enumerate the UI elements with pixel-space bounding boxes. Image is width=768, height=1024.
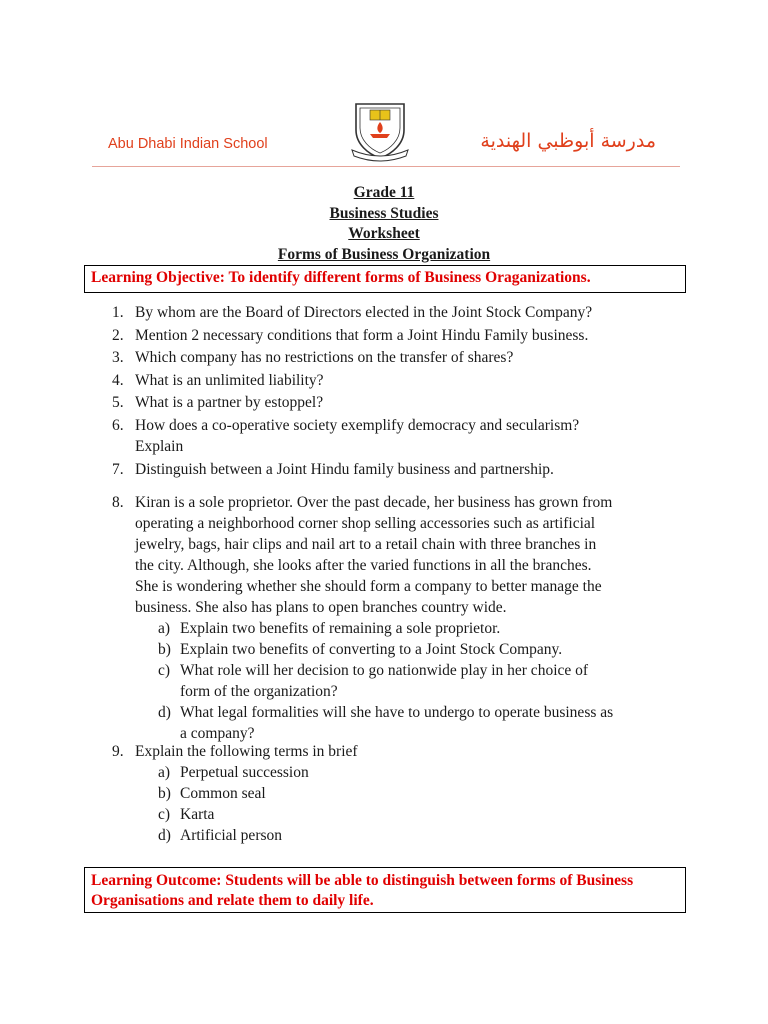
- sub-question-text: [180, 783, 680, 804]
- sub-question-text-line: Explain two benefits of converting to a Joint Stock Company.: [180, 641, 563, 658]
- topic-title: Forms of Business Organization: [277, 245, 491, 263]
- sub-question-letter: a): [158, 764, 171, 781]
- question-text-line: By whom are the Board of Directors elected in the Joint Stock Company?: [135, 304, 593, 321]
- sub-question-letter: d): [158, 704, 171, 721]
- question-text-line: She is wondering whether she should form a company to better manage the: [135, 578, 602, 595]
- sub-question-letter: b): [158, 641, 171, 658]
- question-text-line: operating a neighborhood corner shop selling accessories such as artificial: [135, 515, 596, 532]
- question-number: 9.: [112, 743, 124, 760]
- grade-title: Grade 11: [353, 184, 415, 201]
- question-text-line: How does a co-operative society exemplify democracy and secularism?: [135, 417, 580, 434]
- question-text: [135, 392, 680, 413]
- question-text-line: Distinguish between a Joint Hindu family business and partnership.: [135, 461, 554, 478]
- question-text: [135, 459, 680, 480]
- sub-question-text-line: Perpetual succession: [180, 764, 309, 781]
- sub-question-letter: d): [158, 827, 171, 844]
- subject-title: Business Studies: [329, 204, 439, 222]
- question-text-line: jewelry, bags, hair clips and nail art to a retail chain with three branches in: [135, 536, 597, 553]
- question-text-line: Which company has no restrictions on the transfer of shares?: [135, 349, 514, 366]
- sub-question-text: [180, 804, 680, 825]
- sub-question-letter: c): [158, 662, 171, 679]
- sub-question-text-line: Common seal: [180, 785, 266, 802]
- sub-question-text: [180, 762, 680, 783]
- question-text: [135, 347, 680, 368]
- worksheet-titles: [0, 183, 768, 265]
- question-number: 6.: [112, 417, 124, 434]
- question-text-line: Explain: [135, 438, 184, 455]
- sub-question-text-line: form of the organization?: [180, 683, 338, 700]
- question-text-line: What is a partner by estoppel?: [135, 394, 324, 411]
- sub-question-text-line: What role will her decision to go nationwide play in her choice of: [180, 662, 589, 679]
- sub-question-letter: a): [158, 620, 171, 637]
- question-text-line: Kiran is a sole proprietor. Over the past decade, her business has grown from: [135, 494, 613, 511]
- question-text-line: business. She also has plans to open branches country wide.: [135, 599, 507, 616]
- question-text: [135, 415, 680, 457]
- sub-question-letter: c): [158, 806, 171, 823]
- sub-question-text-line: Explain two benefits of remaining a sole proprietor.: [180, 620, 501, 637]
- school-crest-icon: [350, 100, 410, 162]
- question-text-line: What is an unlimited liability?: [135, 372, 324, 389]
- question-text-line: Mention 2 necessary conditions that form a Joint Hindu Family business.: [135, 327, 589, 344]
- sub-question-text: [180, 660, 680, 702]
- sub-question-text-line: What legal formalities will she have to undergo to operate business as: [180, 704, 614, 721]
- question-text: [135, 302, 680, 323]
- school-name-english: Abu Dhabi Indian School: [108, 136, 268, 152]
- sub-question-letter: b): [158, 785, 171, 802]
- school-header: [92, 96, 678, 164]
- question-number: 8.: [112, 494, 124, 511]
- sub-question-text: [180, 702, 680, 744]
- sub-question-text-line: a company?: [180, 725, 255, 742]
- question-number: 1.: [112, 304, 124, 321]
- learning-objective-box: Learning Objective: To identify different forms of Business Oraganizations.: [84, 265, 686, 293]
- question-number: 2.: [112, 327, 124, 344]
- question-number: 3.: [112, 349, 124, 366]
- question-text-line: Explain the following terms in brief: [135, 743, 358, 760]
- sub-question-text: [180, 618, 680, 639]
- question-text: [135, 492, 680, 618]
- header-divider: [92, 166, 680, 167]
- question-number: 7.: [112, 461, 124, 478]
- school-name-arabic: مدرسة أبوظبي الهندية: [480, 130, 656, 152]
- question-text: [135, 370, 680, 391]
- question-text: [135, 325, 680, 346]
- question-number: 4.: [112, 372, 124, 389]
- learning-outcome-box: Learning Outcome: Students will be able to distinguish between forms of Business Organisations and relate them to daily life.: [84, 867, 686, 913]
- sub-question-text: [180, 825, 680, 846]
- question-number: 5.: [112, 394, 124, 411]
- sub-question-text-line: Artificial person: [180, 827, 283, 844]
- question-text-line: the city. Although, she looks after the varied functions in all the branches.: [135, 557, 592, 574]
- sub-question-text: [180, 639, 680, 660]
- sub-question-text-line: Karta: [180, 806, 215, 823]
- type-title: Worksheet: [348, 225, 420, 242]
- question-text: [135, 741, 680, 762]
